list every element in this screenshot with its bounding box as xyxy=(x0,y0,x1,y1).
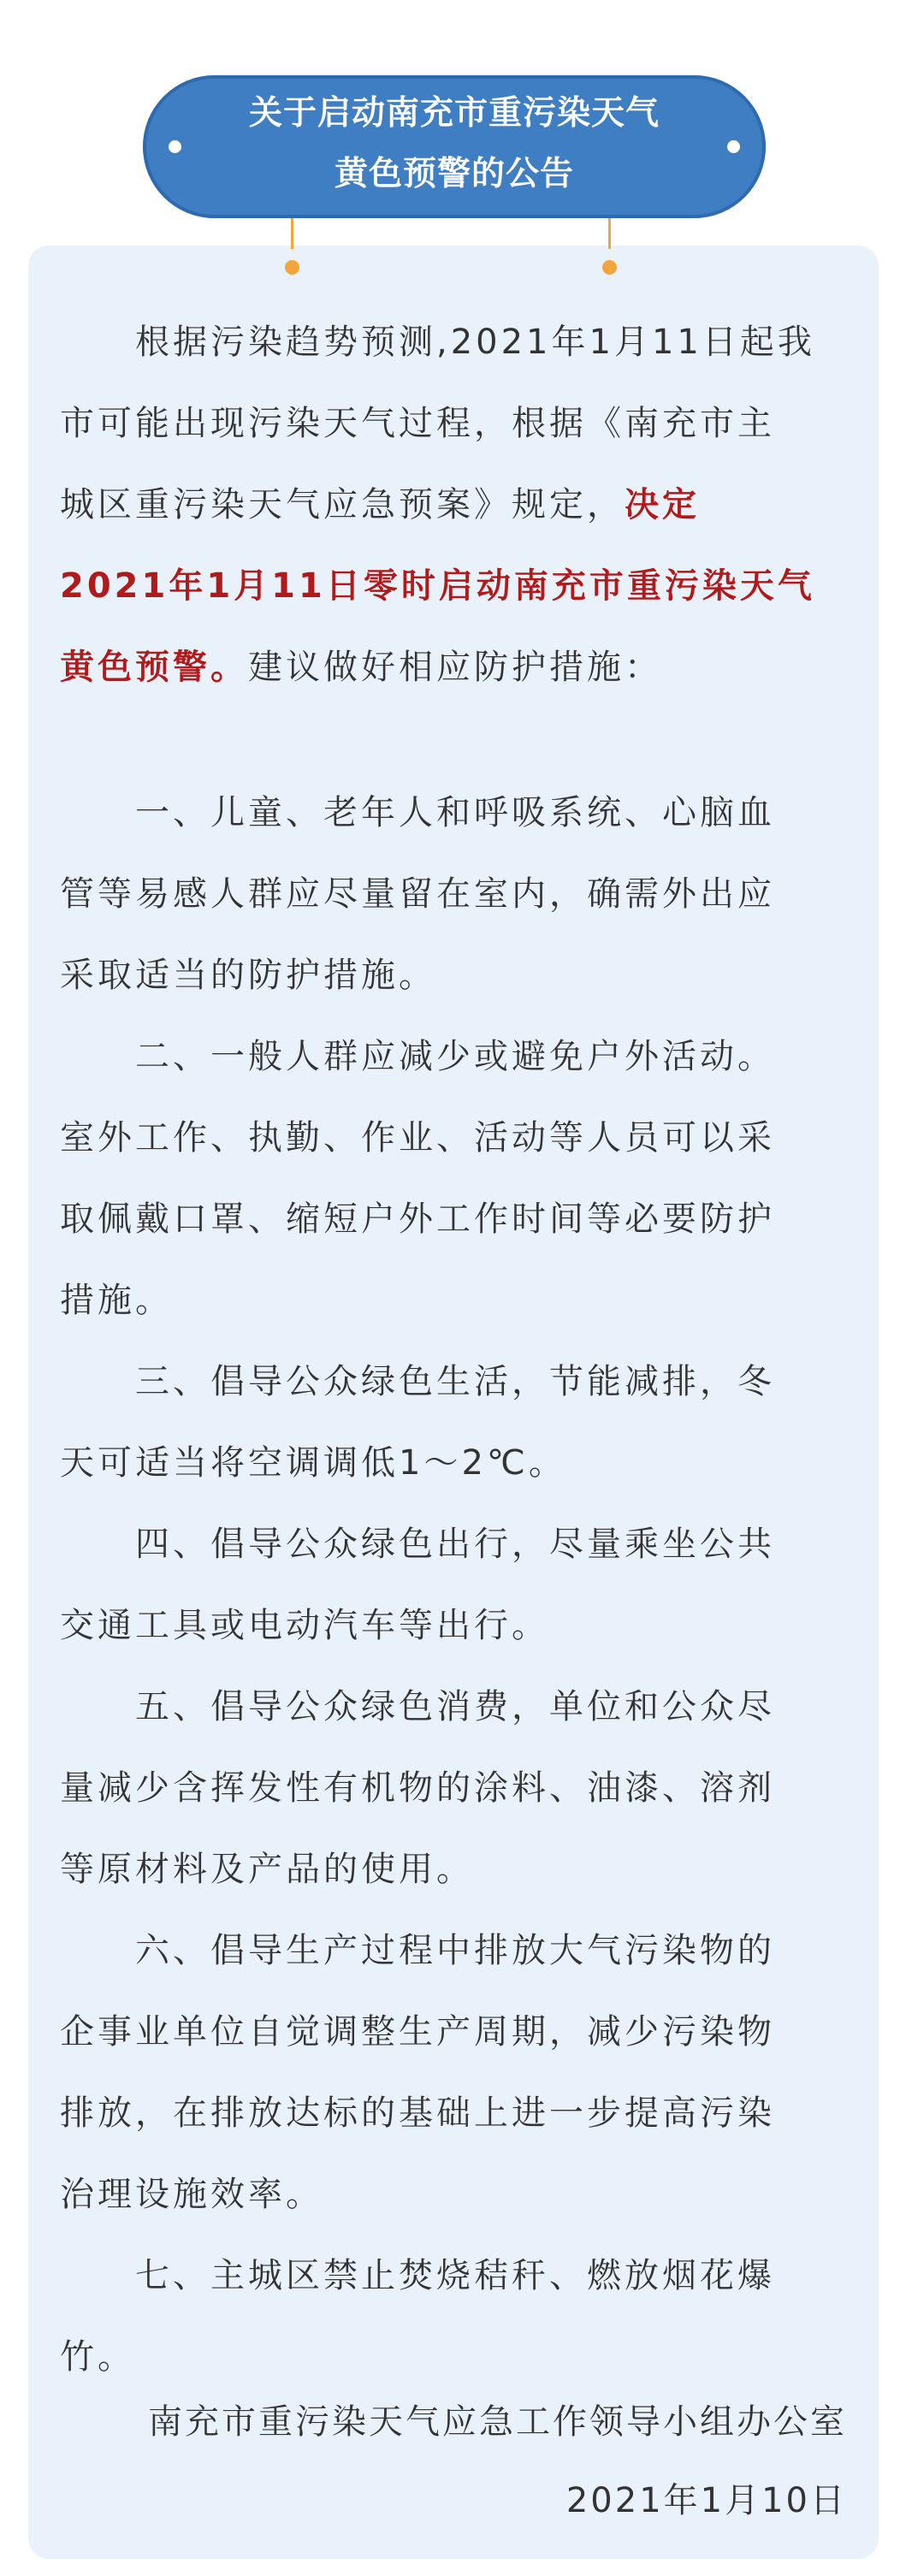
measure-6-line-2: 企事业单位自觉调整生产周期，减少污染物 xyxy=(60,2012,775,2052)
measures-list xyxy=(60,773,847,2398)
intro-line-3 xyxy=(60,465,847,546)
measure-1-line-1: 一、儿童、老年人和呼吸系统、心脑血 xyxy=(135,793,775,832)
measure-2-line-1: 二、一般人群应减少或避免户外活动。 xyxy=(135,1037,775,1076)
measure-2-line-2: 室外工作、执勤、作业、活动等人员可以采 xyxy=(60,1118,775,1158)
measure-4-line-1: 四、倡导公众绿色出行，尽量乘坐公共 xyxy=(135,1525,775,1564)
measure-5-line-3: 等原材料及产品的使用。 xyxy=(60,1850,474,1889)
intro-line-2: 市可能出现污染天气过程，根据《南充市主 xyxy=(60,404,775,443)
decision-highlight-end: 黄色预警。 xyxy=(60,648,248,687)
connector-line-left xyxy=(291,218,293,249)
banner-dot-left xyxy=(169,140,181,153)
signature-date: 2021年1月10日 xyxy=(565,2481,847,2520)
title-line-2: 黄色预警的公告 xyxy=(334,155,574,193)
connector-dot-left xyxy=(285,260,299,275)
measure-2-line-4: 措施。 xyxy=(60,1281,173,1320)
connector-dot-right xyxy=(602,260,617,275)
intro-paragraph xyxy=(60,302,847,708)
connector-line-right xyxy=(608,218,611,249)
intro-line-5 xyxy=(60,627,847,708)
measure-3-line-1: 三、倡导公众绿色生活，节能减排，冬 xyxy=(135,1362,775,1401)
measure-1-line-3: 采取适当的防护措施。 xyxy=(60,956,436,995)
banner-dot-right xyxy=(727,140,740,153)
measure-5-line-2: 量减少含挥发性有机物的涂料、油漆、溶剂 xyxy=(60,1768,775,1808)
intro-line-3-text: 城区重污染天气应急预案》规定， xyxy=(60,485,625,524)
measure-3-line-2: 天可适当将空调调低1～2℃。 xyxy=(60,1443,566,1483)
decision-highlight-line: 2021年1月11日零时启动南充市重污染天气 xyxy=(60,566,815,606)
signature-org: 南充市重污染天气应急工作领导小组办公室 xyxy=(148,2402,847,2442)
measure-2-line-3: 取佩戴口罩、缩短户外工作时间等必要防护 xyxy=(60,1199,775,1239)
measure-1-line-2: 管等易感人群应尽量留在室内，确需外出应 xyxy=(60,874,775,914)
measure-7-line-1: 七、主城区禁止焚烧秸秆、燃放烟花爆 xyxy=(135,2256,775,2295)
title-banner xyxy=(143,75,766,218)
title-line-1: 关于启动南充市重污染天气 xyxy=(248,94,660,133)
measure-6-line-3: 排放，在排放达标的基础上进一步提高污染 xyxy=(60,2093,775,2133)
advice-text: 建议做好相应防护措施： xyxy=(248,648,662,687)
measure-6-line-1: 六、倡导生产过程中排放大气污染物的 xyxy=(135,1931,775,1970)
intro-line-1: 根据污染趋势预测,2021年1月11日起我 xyxy=(135,323,815,362)
measure-5-line-1: 五、倡导公众绿色消费，单位和公众尽 xyxy=(135,1687,775,1726)
measure-4-line-2: 交通工具或电动汽车等出行。 xyxy=(60,1606,549,1645)
measure-6-line-4: 治理设施效率。 xyxy=(60,2175,323,2214)
measure-7-line-2: 竹。 xyxy=(60,2337,135,2377)
decision-highlight-start: 决定 xyxy=(625,485,700,524)
